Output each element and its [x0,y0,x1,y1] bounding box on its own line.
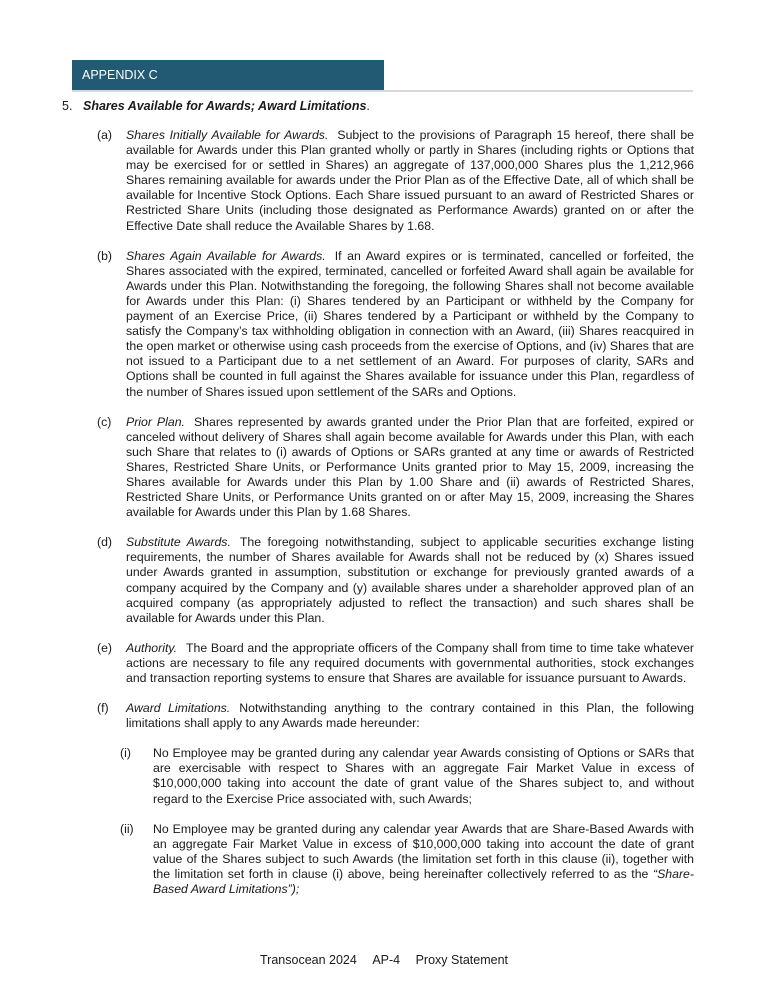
item-text: Notwithstanding anything to the contrary contained in this Plan, the following limitations shall apply to any Awards made hereunder: [126,701,694,731]
section-title-period: . [366,99,370,113]
page-footer [0,953,768,968]
item-d [97,535,694,626]
footer-page-number: AP-4 [372,953,401,967]
item-b [97,249,694,400]
item-lead: Authority. [126,640,178,655]
item-label: (a) [97,128,113,142]
item-f [97,701,694,731]
appendix-title: APPENDIX C [82,68,158,82]
item-c [97,415,694,521]
award-limitations-list [91,746,694,897]
subitem-ii [120,822,694,897]
item-lead: Substitute Awards. [126,535,231,550]
footer-document: Proxy Statement [415,953,508,967]
defined-term: “Share-Based Award Limitations”); [153,866,694,897]
item-lead: Shares Initially Available for Awards. [126,128,329,142]
subitem-text: No Employee may be granted during any calendar year Awards that are Share-Based Awards with an aggregate Fair Market Value in excess of $10,000,000 taking into account the date of grant value of the Shares subject to such Awards (the limitation set forth in this clause (ii), together with the limitation set forth in clause (i) above, being hereinafter collectively referred to as the [153,821,694,881]
section-number: 5. [62,99,73,113]
item-label: (c) [97,414,112,429]
item-text: Shares represented by awards granted under the Prior Plan that are forfeited, expired or canceled without delivery of Shares shall again become available for Awards under this Plan, with each such Share that relates to (i) awards of Options or SARs granted at any time or awards of Restricted Shares, Restricted Share Units, or Performance Units granted prior to May 15, 2009, increasing the Shares available for Awards under this Plan by 1.00 Share and (ii) awards of Restricted Shares, Restricted Share Units, or Performance Units granted on or after May 15, 2009, increasing the Shares available for Awards under this Plan by 1.68 Shares. [126,414,694,520]
section-title: Shares Available for Awards; Award Limitations [83,99,367,113]
header-divider [72,90,693,92]
item-text: The foregoing notwithstanding, subject to applicable securities exchange listing requirements, the number of Shares available for Awards shall not be reduced by (x) Shares issued under Awards granted in assumption, substitution or exchange for previously granted awards of a company acquired by the Company and (y) available shares under a shareholder approved plan of an acquired company (as appropriately adjusted to reflect the transaction) and such shares shall be available for Awards under this Plan. [126,535,694,625]
item-lead: Prior Plan. [126,414,185,429]
item-text: If an Award expires or is terminated, cancelled or forfeited, the Shares associated with the expired, terminated, cancelled or forfeited Award shall again be available for Awards under this Plan. Notwithstanding the foregoing, the following Shares shall not become available for Awards under this Plan: (i) Shares tendered by an Participant or withheld by the Company for payment of an Exercise Price, (ii) Shares tendered by a Participant or withheld by the Company to satisfy the Company’s tax withholding obligation in connection with an Award, (iii) Shares reacquired in the open market or otherwise using cash proceeds from the exercise of Options, and (iv) Shares that are not issued to a Participant due to a net settlement of an Award. For purposes of clarity, SARs and Options shall be counted in full against the Shares available for issuance under this Plan, regardless of the number of Shares issued upon settlement of the SARs and Options. [126,248,694,399]
item-text: Subject to the provisions of Paragraph 15 hereof, there shall be available for Awards under this Plan granted wholly or partly in Shares (including rights or Options that may be exercised for or settled in Shares) an aggregate of 137,000,000 Shares plus the 1,212,966 Shares remaining available for awards under the Prior Plan as of the Effective Date, all of which shall be available for Incentive Stock Options. Each Share issued pursuant to an award of Restricted Shares or Restricted Share Units (including those designated as Performance Awards) granted on or after the Effective Date shall reduce the Available Shares by 1.68. [126,128,695,233]
item-label: (f) [97,701,109,716]
subitem-label: (ii) [120,821,134,836]
item-label: (b) [97,248,113,263]
subitem-i [120,746,694,806]
item-label: (d) [97,535,113,550]
item-e [97,641,694,686]
item-lead: Shares Again Available for Awards. [126,248,326,263]
item-a [97,128,694,234]
subitem-text: No Employee may be granted during any calendar year Awards consisting of Options or SARs that are exercisable with respect to Shares with an aggregate Fair Market Value in excess of $10,000,000 taking into account the date of grant value of the Shares subject to, and without regard to the Exercise Price associated with, such Awards; [153,746,694,806]
item-text: The Board and the appropriate officers of the Company shall from time to time take whatever actions are necessary to file any required documents with governmental authorities, stock exchanges and transaction reporting systems to ensure that Shares are available for issuance pursuant to Awards. [126,640,694,685]
item-label: (e) [97,640,113,655]
appendix-header-bar [72,60,384,90]
section-items [97,128,694,912]
section-heading [62,99,702,114]
item-lead: Award Limitations. [126,701,231,716]
subitem-label: (i) [120,746,131,761]
footer-company: Transocean 2024 [260,953,357,967]
